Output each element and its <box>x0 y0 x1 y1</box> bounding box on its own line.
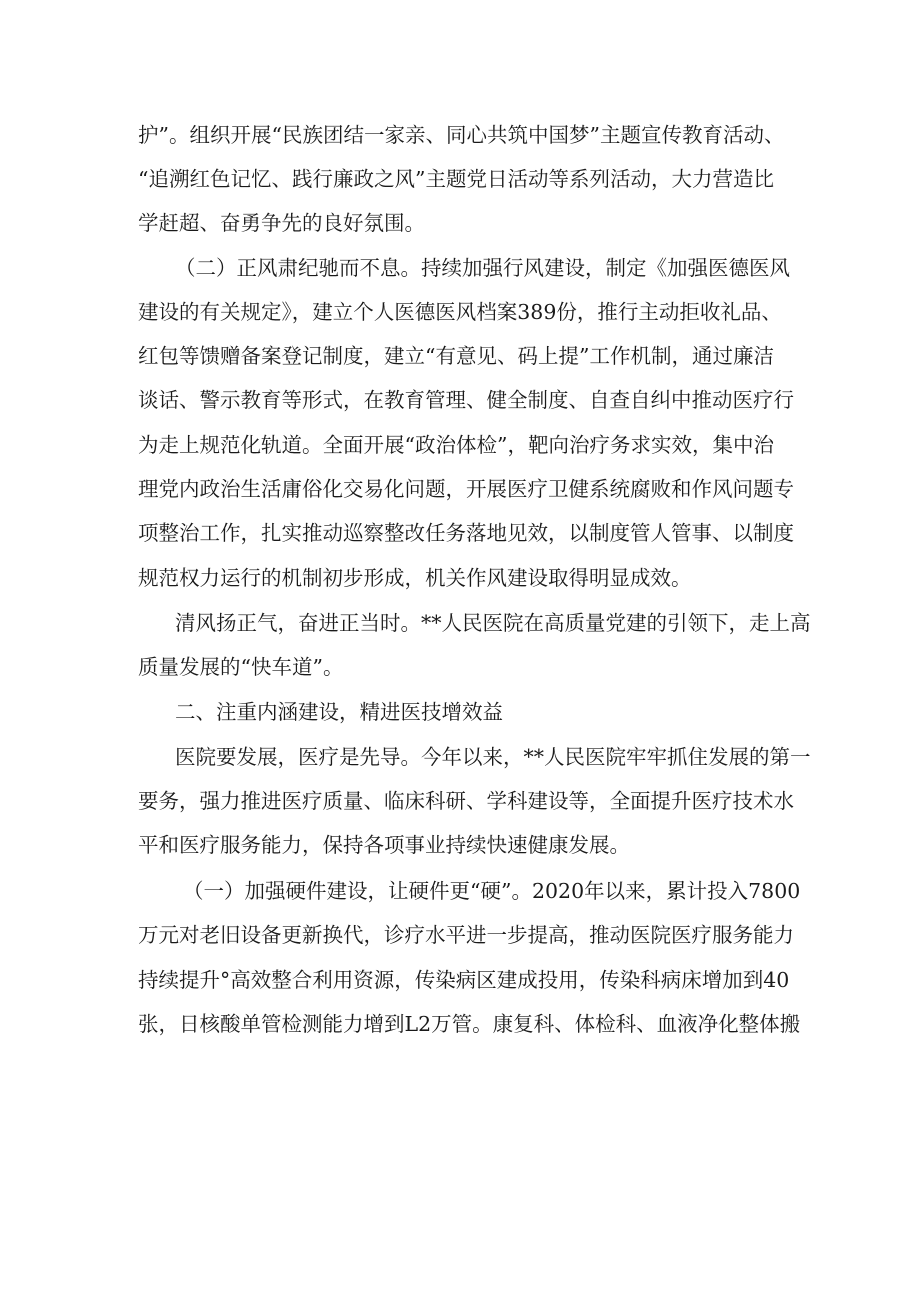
text-line: 为走上规范化轨道。全面开展“政治体检”，靶向治疗务求实效，集中治 <box>138 433 774 457</box>
text-line: 平和医疗服务能力，保持各项事业持续快速健康发展。 <box>138 833 630 857</box>
text-line: 项整治工作，扎实推动巡察整改任务落地见效，以制度管人管事、以制度 <box>138 521 794 545</box>
text-line: “追溯红色记忆、践行廉政之风”主题党日活动等系列活动，大力营造比 <box>138 167 774 191</box>
text-line: 万元对老旧设备更新换代，诊疗水平进一步提高，推动医院医疗服务能力 <box>138 923 794 947</box>
text-line: 谈话、警示教育等形式，在教育管理、健全制度、自查自纠中推动医疗行 <box>138 388 794 412</box>
text-line: 要务，强力推进医疗质量、临床科研、学科建设等，全面提升医疗技术水 <box>138 789 794 813</box>
paragraph-first-line: 清风扬正气，奋进正当时。**人民医院在高质量党建的引领下，走上高 <box>175 611 811 635</box>
paragraph-heading-line: （二）正风肃纪驰而不息。持续加强行风建设，制定《加强医德医风 <box>175 256 790 280</box>
text-line: 张，日核酸单管检测能力增到L2万管。康复科、体检科、血液净化整体搬 <box>138 1012 801 1036</box>
text-line: 红包等馈赠备案登记制度，建立“有意见、码上提”工作机制，通过廉洁 <box>138 344 774 368</box>
text-line: 学赶超、奋勇争先的良好氛围。 <box>138 211 425 235</box>
text-line: 持续提升°高效整合利用资源，传染病区建成投用，传染科病床增加到40 <box>138 968 790 992</box>
text-line: 规范权力运行的机制初步形成，机关作风建设取得明显成效。 <box>138 566 692 590</box>
text-line: 质量发展的“快车道”。 <box>138 655 344 679</box>
text-line: 理党内政治生活庸俗化交易化问题，开展医疗卫健系统腐败和作风问题专 <box>138 477 794 501</box>
section-heading: 二、注重内涵建设，精进医技增效益 <box>175 700 503 724</box>
text-line: 建设的有关规定》，建立个人医德医风档案389份，推行主动拒收礼品、 <box>138 300 782 324</box>
paragraph-first-line: 医院要发展，医疗是先导。今年以来，**人民医院牢牢抓住发展的第一 <box>175 745 811 769</box>
text-line: 护”。组织开展“民族团结一家亲、同心共筑中国梦”主题宣传教育活动、 <box>138 123 785 147</box>
paragraph-heading-line: （一）加强硬件建设，让硬件更“硬”。2020年以来，累计投入7800 <box>183 879 801 903</box>
